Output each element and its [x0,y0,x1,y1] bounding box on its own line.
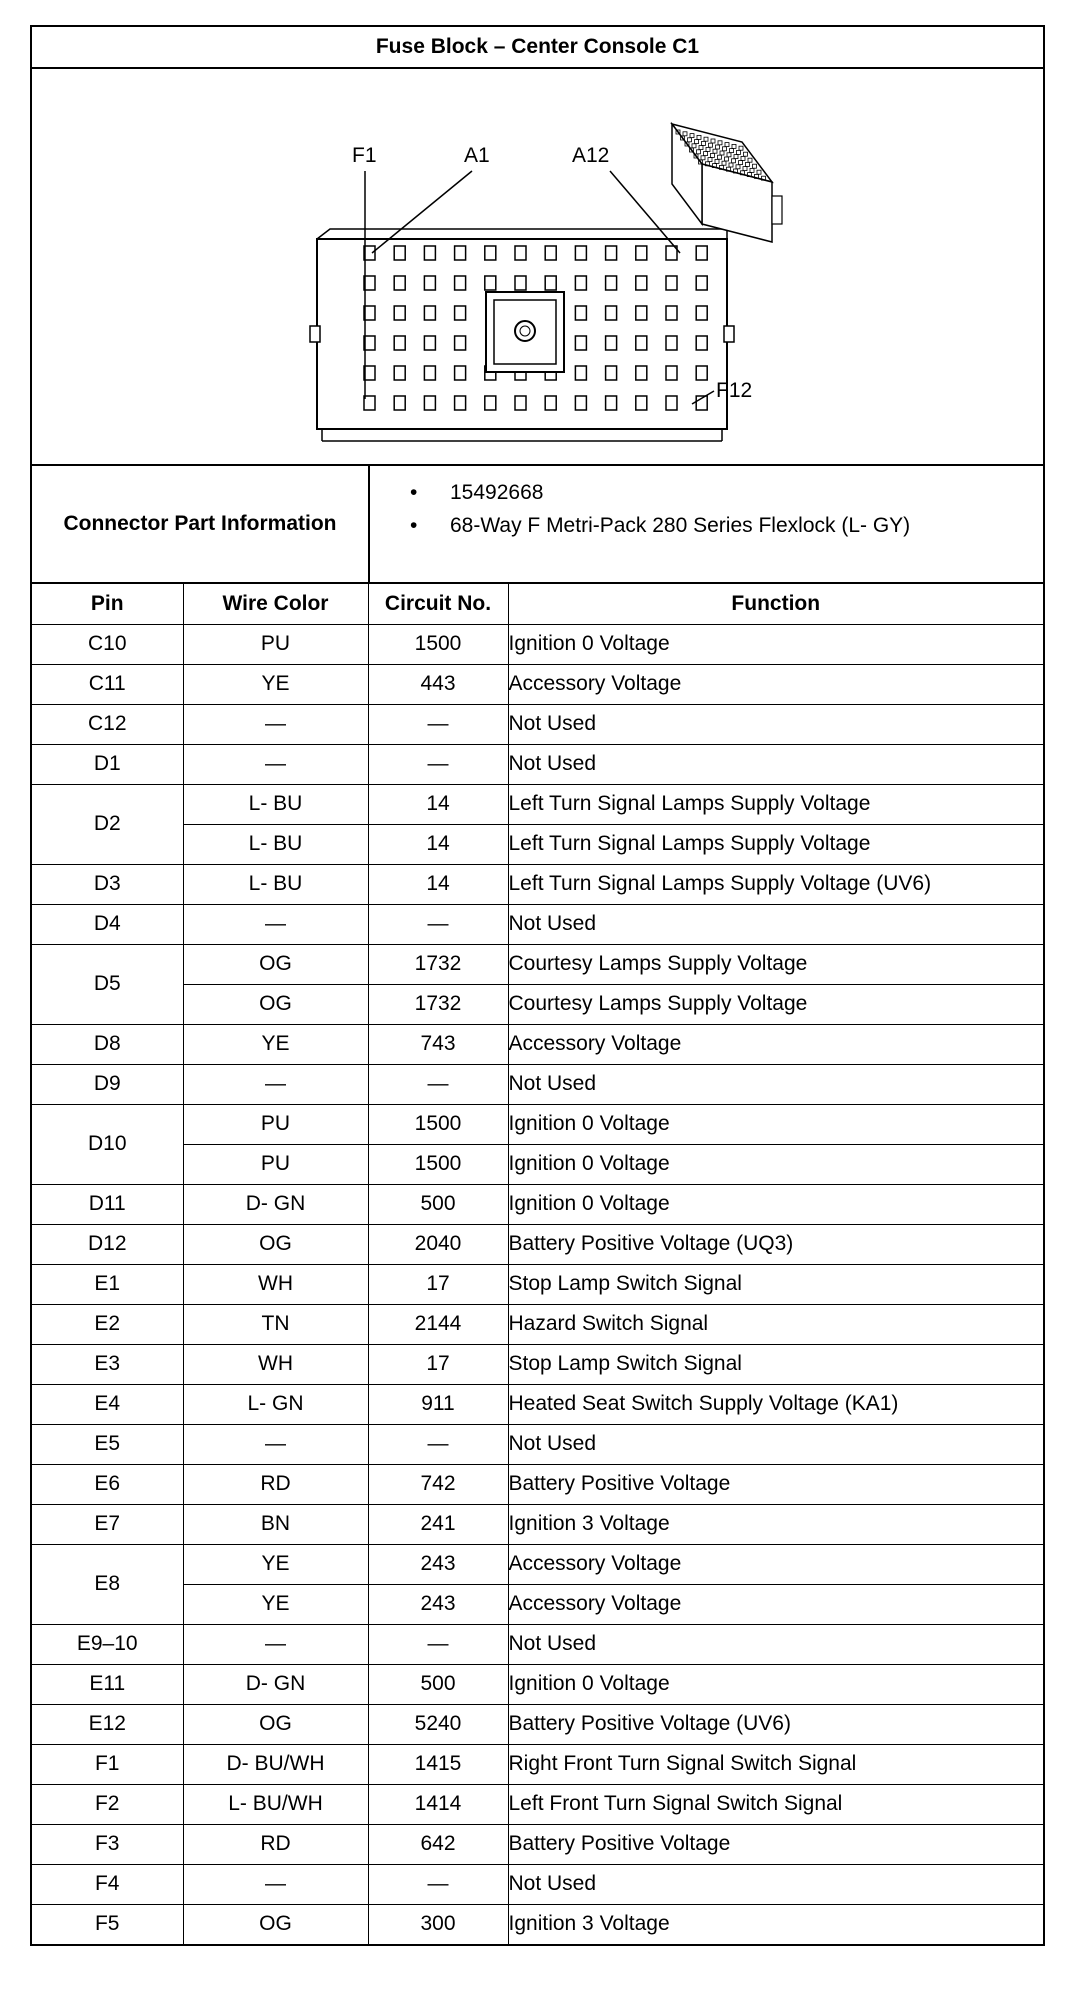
wire-color-cell: PU [183,624,368,664]
wire-color-cell: L- GN [183,1384,368,1424]
pin-cavity [485,246,496,260]
pin-cell: D9 [32,1064,183,1104]
circuit-no-cell: 911 [368,1384,508,1424]
pin-cell: F2 [32,1784,183,1824]
table-row [32,1784,1043,1824]
pin-cavity [696,366,707,380]
function-cell: Left Turn Signal Lamps Supply Voltage (UV6) [508,864,1043,904]
pin-cavity [606,366,617,380]
pin-cavity [636,246,647,260]
function-cell: Ignition 0 Voltage [508,1144,1043,1184]
function-cell: Left Front Turn Signal Switch Signal [508,1784,1043,1824]
circuit-no-cell: 743 [368,1024,508,1064]
pin-cavity [394,336,405,350]
wire-color-cell: WH [183,1264,368,1304]
circuit-no-cell: 17 [368,1344,508,1384]
function-cell: Not Used [508,744,1043,784]
pin-cavity [606,396,617,410]
pin-cavity [666,396,677,410]
function-cell: Stop Lamp Switch Signal [508,1264,1043,1304]
right-latch [724,326,734,342]
pin-cavity [394,246,405,260]
function-cell: Ignition 0 Voltage [508,1104,1043,1144]
pin-cavity [424,366,435,380]
wire-color-cell: YE [183,1584,368,1624]
wire-color-cell: L- BU/WH [183,1784,368,1824]
connector-isometric-icon [672,124,782,242]
pin-cavity [696,276,707,290]
pin-cavity [424,246,435,260]
circuit-no-cell: — [368,1864,508,1904]
table-row [32,1544,1043,1584]
wire-color-cell: RD [183,1464,368,1504]
wire-color-cell: OG [183,944,368,984]
wire-color-cell: — [183,904,368,944]
pin-cavity [455,336,466,350]
page-title: Fuse Block – Center Console C1 [32,27,1043,69]
table-row [32,864,1043,904]
circuit-no-cell: 2040 [368,1224,508,1264]
table-row [32,1264,1043,1304]
table-row [32,1584,1043,1624]
table-row [32,1104,1043,1144]
function-cell: Accessory Voltage [508,1024,1043,1064]
pin-cavity [455,246,466,260]
wire-color-cell: L- BU [183,864,368,904]
circuit-no-cell: — [368,1424,508,1464]
function-cell: Not Used [508,1624,1043,1664]
pin-cell: E7 [32,1504,183,1544]
circuit-no-cell: 1500 [368,1144,508,1184]
pin-cavity [606,336,617,350]
wire-color-cell: TN [183,1304,368,1344]
circuit-no-cell: 500 [368,1184,508,1224]
connector-face-drawing [32,69,1043,464]
function-cell: Courtesy Lamps Supply Voltage [508,984,1043,1024]
pin-cavity [455,396,466,410]
circuit-no-cell: 2144 [368,1304,508,1344]
pin-cavity [394,396,405,410]
function-cell: Not Used [508,1864,1043,1904]
pin-cell: D12 [32,1224,183,1264]
table-row [32,1424,1043,1464]
function-cell: Not Used [508,1064,1043,1104]
wire-color-cell: OG [183,1224,368,1264]
pin-cavity [394,366,405,380]
connector-body-edge [317,229,727,239]
function-cell: Not Used [508,704,1043,744]
wire-color-cell: PU [183,1144,368,1184]
pin-cavity [636,366,647,380]
circuit-no-cell: 14 [368,824,508,864]
wire-color-cell: BN [183,1504,368,1544]
pin-cavity [515,396,526,410]
circuit-no-cell: 1414 [368,1784,508,1824]
pin-cavity [636,396,647,410]
function-cell: Ignition 0 Voltage [508,1664,1043,1704]
table-row [32,1904,1043,1944]
circuit-no-cell: 1732 [368,984,508,1024]
pin-cavity [455,276,466,290]
table-row [32,704,1043,744]
pin-cavity [575,276,586,290]
pin-cell: C11 [32,664,183,704]
pin-cell: F3 [32,1824,183,1864]
pin-cell: E3 [32,1344,183,1384]
table-row [32,1864,1043,1904]
table-row [32,1224,1043,1264]
pin-cell: C10 [32,624,183,664]
pin-cavity [666,366,677,380]
wire-color-cell: D- BU/WH [183,1744,368,1784]
circuit-no-cell: — [368,744,508,784]
pin-cell: D4 [32,904,183,944]
circuit-no-cell: 243 [368,1584,508,1624]
pin-cavity [666,276,677,290]
function-cell: Ignition 0 Voltage [508,1184,1043,1224]
circuit-no-cell: — [368,1624,508,1664]
wire-color-cell: YE [183,1024,368,1064]
table-row [32,1504,1043,1544]
wire-color-cell: YE [183,1544,368,1584]
pin-cell: D11 [32,1184,183,1224]
circuit-no-cell: — [368,704,508,744]
pin-table [32,584,1043,1944]
function-cell: Battery Positive Voltage [508,1464,1043,1504]
pin-cavity [575,396,586,410]
circuit-no-cell: 241 [368,1504,508,1544]
function-cell: Heated Seat Switch Supply Voltage (KA1) [508,1384,1043,1424]
circuit-no-cell: 443 [368,664,508,704]
table-row [32,1144,1043,1184]
table-row [32,744,1043,784]
label-f12: F12 [716,379,753,402]
wire-color-cell: — [183,1424,368,1464]
pin-cell: D3 [32,864,183,904]
wire-color-cell: L- BU [183,784,368,824]
part-description: • 68-Way F Metri-Pack 280 Series Flexlock (L- GY) [410,509,910,542]
circuit-no-cell: 642 [368,1824,508,1864]
table-row [32,904,1043,944]
table-row [32,1184,1043,1224]
wire-color-cell: D- GN [183,1664,368,1704]
circuit-no-cell: 1500 [368,624,508,664]
function-cell: Ignition 0 Voltage [508,624,1043,664]
pin-cavity [455,366,466,380]
table-row [32,1824,1043,1864]
pin-cavity [394,306,405,320]
pin-cavity [545,396,556,410]
pin-cavity [455,306,466,320]
pin-cavity [515,276,526,290]
wire-color-cell: — [183,1064,368,1104]
function-cell: Not Used [508,1424,1043,1464]
table-row [32,1024,1043,1064]
table-row [32,1344,1043,1384]
function-cell: Stop Lamp Switch Signal [508,1344,1043,1384]
circuit-no-cell: 742 [368,1464,508,1504]
table-row [32,984,1043,1024]
table-row [32,1384,1043,1424]
pin-cavity [545,276,556,290]
connector-diagram [32,69,1043,466]
pin-cell: E6 [32,1464,183,1504]
connector-part-information [32,466,1043,584]
function-cell: Courtesy Lamps Supply Voltage [508,944,1043,984]
pin-cavity [575,366,586,380]
pin-cell: F1 [32,1744,183,1784]
label-f1: F1 [352,144,377,167]
table-row [32,1304,1043,1344]
header-pin: Pin [32,584,183,624]
wire-color-cell: L- BU [183,824,368,864]
pin-cell: F5 [32,1904,183,1944]
function-cell: Battery Positive Voltage (UQ3) [508,1224,1043,1264]
connector-sheet [30,25,1045,1946]
pin-cell: C12 [32,704,183,744]
circuit-no-cell: 500 [368,1664,508,1704]
pin-table-header [32,584,1043,624]
header-circuit-no: Circuit No. [368,584,508,624]
pin-cavity [485,276,496,290]
left-latch [310,326,320,342]
pin-cavity [606,276,617,290]
center-post-outer [486,292,564,372]
pin-cell: E5 [32,1424,183,1464]
circuit-no-cell: 1732 [368,944,508,984]
pin-cell: E4 [32,1384,183,1424]
pin-cavity [515,246,526,260]
wire-color-cell: RD [183,1824,368,1864]
pin-cell: E1 [32,1264,183,1304]
part-info-list [370,466,910,582]
pin-cavity [424,276,435,290]
wire-color-cell: OG [183,1704,368,1744]
pin-cavity [606,306,617,320]
circuit-no-cell: 17 [368,1264,508,1304]
function-cell: Not Used [508,904,1043,944]
table-row [32,624,1043,664]
pin-cavity [636,306,647,320]
pin-cell: D5 [32,944,183,1024]
wire-color-cell: OG [183,1904,368,1944]
table-row [32,1624,1043,1664]
pin-cell: E12 [32,1704,183,1744]
circuit-no-cell: 1500 [368,1104,508,1144]
pin-cavity [696,336,707,350]
circuit-no-cell: 300 [368,1904,508,1944]
function-cell: Hazard Switch Signal [508,1304,1043,1344]
table-row [32,1704,1043,1744]
pin-cavity [424,336,435,350]
pin-cavity [575,246,586,260]
circuit-no-cell: 243 [368,1544,508,1584]
pin-cavity [636,336,647,350]
label-a12: A12 [572,144,610,167]
function-cell: Ignition 3 Voltage [508,1904,1043,1944]
function-cell: Battery Positive Voltage (UV6) [508,1704,1043,1744]
wire-color-cell: — [183,1864,368,1904]
pin-cell: E9–10 [32,1624,183,1664]
pin-cavity [424,306,435,320]
pin-cavity [696,306,707,320]
circuit-no-cell: 1415 [368,1744,508,1784]
pin-cavity [606,246,617,260]
table-row [32,1464,1043,1504]
pin-cell: D2 [32,784,183,864]
part-number: • 15492668 [410,476,910,509]
table-row [32,1744,1043,1784]
circuit-no-cell: 14 [368,864,508,904]
function-cell: Accessory Voltage [508,1584,1043,1624]
pin-cell: E11 [32,1664,183,1704]
pin-cell: E2 [32,1304,183,1344]
wire-color-cell: PU [183,1104,368,1144]
header-wire-color: Wire Color [183,584,368,624]
table-row [32,1664,1043,1704]
table-row [32,824,1043,864]
wire-color-cell: — [183,1624,368,1664]
pin-cavity [424,396,435,410]
pin-cell: D8 [32,1024,183,1064]
wire-color-cell: D- GN [183,1184,368,1224]
label-a1: A1 [464,144,490,167]
pin-cavity [545,246,556,260]
table-row [32,944,1043,984]
pin-cavity [485,396,496,410]
pin-cell: D1 [32,744,183,784]
pin-cell: D10 [32,1104,183,1184]
circuit-no-cell: 14 [368,784,508,824]
pin-cavity [696,246,707,260]
pin-cell: E8 [32,1544,183,1624]
pin-cavity [575,306,586,320]
wire-color-cell: WH [183,1344,368,1384]
pin-cell: F4 [32,1864,183,1904]
table-row [32,1064,1043,1104]
wire-color-cell: OG [183,984,368,1024]
pin-cavity [394,276,405,290]
function-cell: Accessory Voltage [508,664,1043,704]
table-row [32,784,1043,824]
function-cell: Left Turn Signal Lamps Supply Voltage [508,784,1043,824]
wire-color-cell: YE [183,664,368,704]
wire-color-cell: — [183,744,368,784]
circuit-no-cell: — [368,904,508,944]
pin-cavity [666,306,677,320]
function-cell: Left Turn Signal Lamps Supply Voltage [508,824,1043,864]
pin-cavity [666,336,677,350]
header-function: Function [508,584,1043,624]
function-cell: Accessory Voltage [508,1544,1043,1584]
function-cell: Right Front Turn Signal Switch Signal [508,1744,1043,1784]
pin-cavity [575,336,586,350]
function-cell: Battery Positive Voltage [508,1824,1043,1864]
table-row [32,664,1043,704]
wire-color-cell: — [183,704,368,744]
circuit-no-cell: 5240 [368,1704,508,1744]
pin-cavity [636,276,647,290]
part-info-label: Connector Part Information [32,466,370,582]
circuit-no-cell: — [368,1064,508,1104]
function-cell: Ignition 3 Voltage [508,1504,1043,1544]
